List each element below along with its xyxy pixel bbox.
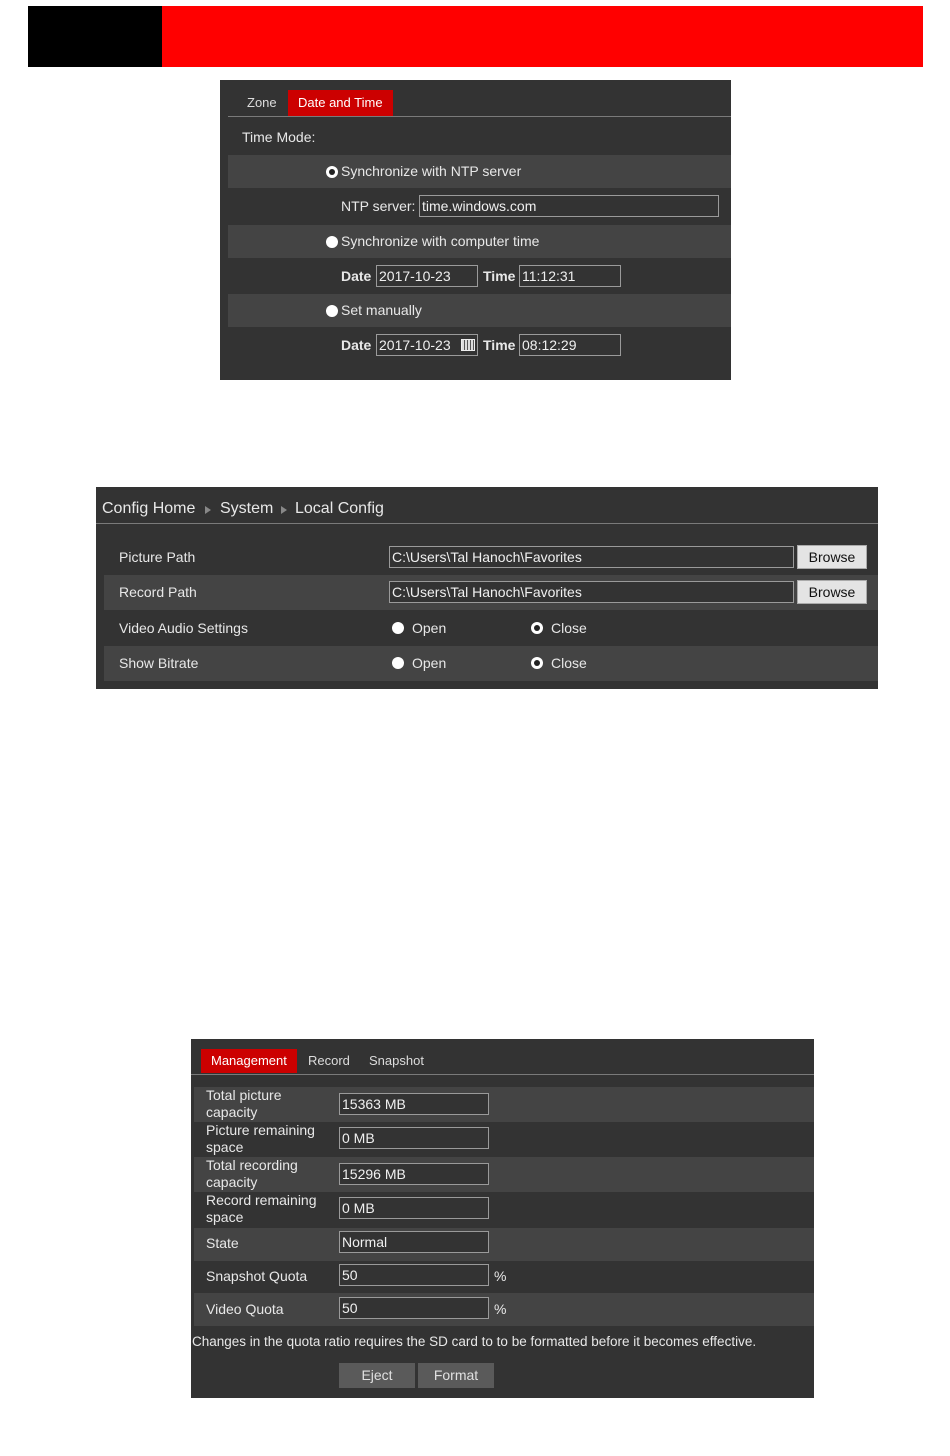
tab-date-and-time[interactable]: Date and Time — [288, 90, 393, 116]
manual-option-label: Set manually — [341, 302, 422, 318]
manual-date-input[interactable]: 2017-10-23 — [376, 334, 478, 356]
tab-record[interactable]: Record — [308, 1053, 350, 1068]
manual-row — [228, 294, 731, 327]
show-bitrate-close-label: Close — [551, 655, 587, 671]
snapshot-quota-percent: % — [494, 1268, 507, 1284]
total-recording-capacity-label: Total recording capacity — [206, 1157, 298, 1190]
show-bitrate-label: Show Bitrate — [119, 655, 199, 671]
video-quota-input[interactable]: 50 — [339, 1297, 489, 1319]
ntp-server-label: NTP server: — [341, 198, 416, 214]
local-config-panel — [96, 487, 878, 689]
tab-management[interactable]: Management — [201, 1049, 297, 1073]
picture-path-input[interactable]: C:\Users\Tal Hanoch\Favorites — [389, 546, 794, 568]
picture-remaining-space-label: Picture remaining space — [206, 1122, 315, 1155]
record-remaining-space-label: Record remaining space — [206, 1192, 317, 1225]
picture-remaining-space-value: 0 MB — [339, 1127, 489, 1149]
breadcrumb-local-config: Local Config — [295, 500, 384, 517]
show-bitrate-close-radio[interactable] — [531, 657, 543, 669]
video-audio-settings-label: Video Audio Settings — [119, 620, 248, 636]
ntp-option-label: Synchronize with NTP server — [341, 163, 522, 179]
total-picture-capacity-value: 15363 MB — [339, 1093, 489, 1115]
header-black-block — [28, 6, 162, 67]
video-audio-close-radio[interactable] — [531, 622, 543, 634]
manual-date-label: Date — [341, 337, 372, 353]
datetime-panel — [220, 80, 731, 380]
video-audio-open-radio[interactable] — [392, 622, 404, 634]
record-path-label: Record Path — [119, 584, 197, 600]
show-bitrate-open-radio[interactable] — [392, 657, 404, 669]
computer-time-label: Time — [483, 268, 516, 284]
breadcrumb-separator-icon — [281, 506, 287, 514]
state-row — [194, 1228, 814, 1261]
tab-snapshot[interactable]: Snapshot — [369, 1053, 424, 1068]
breadcrumb-system[interactable]: System — [220, 500, 274, 517]
computer-date-label: Date — [341, 268, 372, 284]
manual-time-input[interactable]: 08:12:29 — [519, 334, 621, 356]
time-mode-label: Time Mode: — [242, 129, 316, 145]
video-quota-percent: % — [494, 1301, 507, 1317]
manual-time-label: Time — [483, 337, 516, 353]
storage-panel — [191, 1039, 814, 1398]
breadcrumb-separator-icon — [205, 506, 211, 514]
record-browse-button[interactable]: Browse — [797, 580, 867, 604]
manual-radio[interactable] — [326, 305, 338, 317]
computer-time-radio[interactable] — [326, 236, 338, 248]
ntp-server-input[interactable]: time.windows.com — [419, 195, 719, 217]
show-bitrate-open-label: Open — [412, 655, 447, 671]
tab-divider — [191, 1074, 814, 1075]
computer-time-option-label: Synchronize with computer time — [341, 233, 540, 249]
tab-zone[interactable]: Zone — [247, 95, 277, 110]
calendar-icon[interactable] — [461, 339, 475, 351]
breadcrumb-config-home[interactable]: Config Home — [102, 500, 196, 517]
breadcrumb-divider — [96, 523, 878, 524]
record-path-input[interactable]: C:\Users\Tal Hanoch\Favorites — [389, 581, 794, 603]
snapshot-quota-input[interactable]: 50 — [339, 1264, 489, 1286]
video-quota-label: Video Quota — [206, 1301, 284, 1317]
computer-time-input[interactable]: 11:12:31 — [519, 265, 621, 287]
video-audio-close-label: Close — [551, 620, 587, 636]
snapshot-quota-label: Snapshot Quota — [206, 1268, 308, 1284]
state-value: Normal — [339, 1231, 489, 1253]
quota-note: Changes in the quota ratio requires the SD card to to be formatted before it becomes effective. — [192, 1334, 757, 1349]
picture-path-label: Picture Path — [119, 549, 196, 565]
header-red-bar — [162, 6, 923, 67]
record-remaining-space-value: 0 MB — [339, 1197, 489, 1219]
state-label: State — [206, 1235, 239, 1251]
format-button[interactable]: Format — [418, 1363, 494, 1388]
video-audio-open-label: Open — [412, 620, 447, 636]
show-bitrate-row — [104, 646, 878, 681]
picture-browse-button[interactable]: Browse — [797, 545, 867, 569]
eject-button[interactable]: Eject — [339, 1363, 415, 1388]
total-picture-capacity-label: Total picture capacity — [206, 1087, 282, 1120]
total-recording-capacity-value: 15296 MB — [339, 1163, 489, 1185]
ntp-radio[interactable] — [326, 166, 338, 178]
tab-divider — [228, 116, 731, 117]
computer-date-input[interactable]: 2017-10-23 — [376, 265, 478, 287]
